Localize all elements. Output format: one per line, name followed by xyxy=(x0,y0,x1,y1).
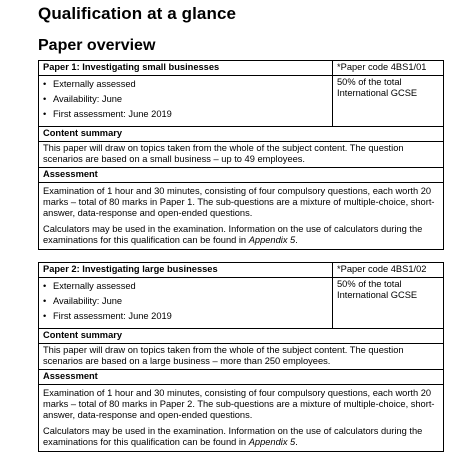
paper-2-table xyxy=(38,262,444,452)
paper-1-assessment-title-cell xyxy=(39,168,444,183)
list-item: • Availability: June xyxy=(43,94,328,105)
paper-1-bullets-cell xyxy=(39,76,333,127)
list-item: • Availability: June xyxy=(43,296,328,307)
paper-2-content-summary-title: Content summary xyxy=(43,330,123,340)
paper-2-assessment-p2-text: Calculators may be used in the examination. Information on the use of calculators during the examinations for this qualification can be found in xyxy=(43,426,423,447)
paper-2-weight-line2: International GCSE xyxy=(337,290,418,300)
list-item: • First assessment: June 2019 xyxy=(43,109,328,120)
paper-1-heading: Paper 1: Investigating small businesses xyxy=(39,61,333,76)
paper-1-assessment-p2-text: Calculators may be used in the examination. Information on the use of calculators during the examinations for this qualification can be found in xyxy=(43,224,423,245)
paper-2-assessment-title: Assessment xyxy=(43,371,98,381)
paper-2-bullet-list xyxy=(43,281,328,322)
paper-1-content-summary-cell xyxy=(39,127,444,142)
paper-1-weight-line2: International GCSE xyxy=(337,88,418,98)
paper-1-assessment-title: Assessment xyxy=(43,169,98,179)
paper-2-assessment-p2-end: . xyxy=(295,437,298,447)
paper-2-assessment-p2 xyxy=(43,426,439,448)
page-title: Qualification at a glance xyxy=(38,4,237,23)
paper-2-weight-line1: 50% of the total xyxy=(337,279,402,289)
paper-2-code: *Paper code 4BS1/02 xyxy=(333,263,444,278)
list-item: • Externally assessed xyxy=(43,281,328,292)
paper-2-assessment-title-cell xyxy=(39,370,444,385)
paper-2-heading: Paper 2: Investigating large businesses xyxy=(39,263,333,278)
paper-1-assessment-cell xyxy=(39,183,444,250)
paper-1-content-summary-text-cell xyxy=(39,142,444,168)
paper-1-weight-line1: 50% of the total xyxy=(337,77,402,87)
section-title: Paper overview xyxy=(38,37,156,54)
list-item: • Externally assessed xyxy=(43,79,328,90)
paper-1-content-summary: This paper will draw on topics taken from the whole of the subject content. The question scenarios are based on a small business – up to 49 employees. xyxy=(43,143,404,164)
paper-1-assessment-p2-end: . xyxy=(295,235,298,245)
paper-1-table xyxy=(38,60,444,250)
paper-1-bullet-list xyxy=(43,79,328,120)
appendix-reference: Appendix 5 xyxy=(248,235,296,245)
paper-2-content-summary-text-cell xyxy=(39,344,444,370)
paper-1-weight-cell xyxy=(333,76,444,127)
paper-1-content-summary-title: Content summary xyxy=(43,128,123,138)
paper-2-content-summary-cell xyxy=(39,329,444,344)
paper-2-weight-cell xyxy=(333,278,444,329)
paper-1-assessment-p2 xyxy=(43,224,439,246)
paper-2-assessment-p1: Examination of 1 hour and 30 minutes, consisting of four compulsory questions, each worth 20 marks – total of 80 marks in Paper 2. The sub-questions are a mixture of multiple-choice, short-answer, data-response and open-ended questions. xyxy=(43,388,435,420)
appendix-reference: Appendix 5 xyxy=(248,437,296,447)
paper-2-assessment-cell xyxy=(39,385,444,452)
paper-2-content-summary: This paper will draw on topics taken from the whole of the subject content. The question scenarios are based on a large business – more than 250 employees. xyxy=(43,345,404,366)
paper-1-code: *Paper code 4BS1/01 xyxy=(333,61,444,76)
paper-1-assessment-p1: Examination of 1 hour and 30 minutes, consisting of four compulsory questions, each worth 20 marks – total of 80 marks in Paper 1. The sub-questions are a mixture of multiple-choice, short-answer, data-response and open-ended questions. xyxy=(43,186,435,218)
paper-2-bullets-cell xyxy=(39,278,333,329)
list-item: • First assessment: June 2019 xyxy=(43,311,328,322)
